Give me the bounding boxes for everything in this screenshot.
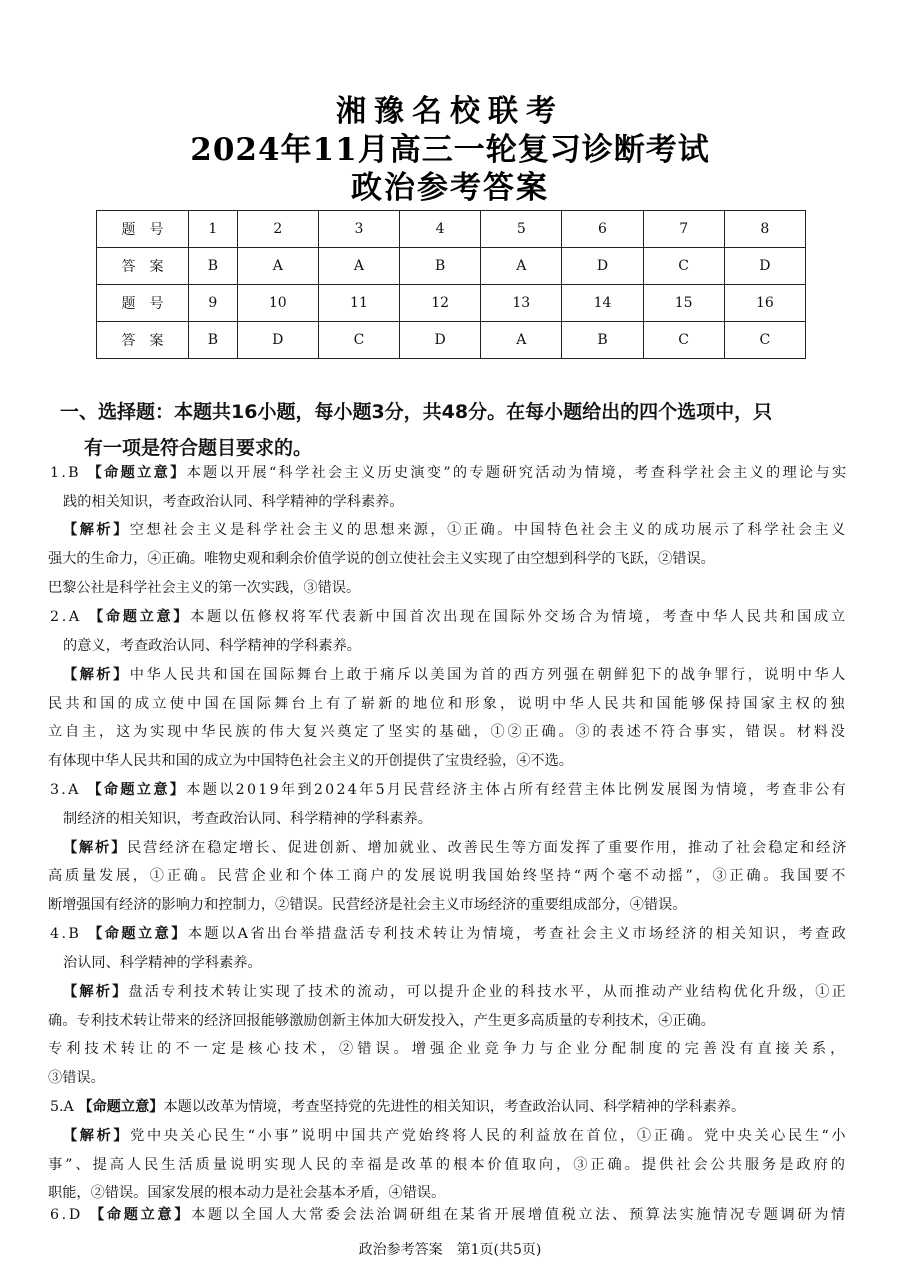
- item5-line1: [50, 1097, 745, 1117]
- answer-cell: A: [481, 248, 562, 285]
- answer-cell: C: [318, 322, 399, 359]
- exam-name-title: 2024年11月高三一轮复习诊断考试: [190, 132, 710, 168]
- answer-cell: C: [724, 322, 805, 359]
- answer-cell: D: [237, 322, 318, 359]
- intent-text: 本题以改革为情境，考查坚持党的先进性的相关知识，考查政治认同、科学精神的学科素养。: [163, 1099, 746, 1115]
- answer-cell: B: [562, 322, 643, 359]
- item4-line1: [50, 924, 848, 944]
- question-number: 12: [400, 285, 481, 322]
- item5-line3: 事”、提高人民生活质量说明实现人民的幸福是改革的根本价值取向，③正确。提供社会公共服务是政府的: [48, 1157, 848, 1173]
- analysis-tag: 【解析】: [63, 984, 129, 1000]
- analysis-text: 中华人民共和国在国际舞台上敢于痛斥以美国为首的西方列强在朝鲜犯下的战争罪行，说明中华人: [129, 667, 848, 683]
- answer-cell: B: [189, 248, 238, 285]
- answer-row-2: [97, 322, 806, 359]
- intent-text: 本题以全国人大常委会法治调研组在某省开展增值税立法、预算法实施情况专题调研为情: [191, 1207, 848, 1223]
- intent-text: 本题以A省出台举措盘活专利技术转让为情境，考查社会主义市场经济的相关知识，考查政: [187, 926, 849, 942]
- section-heading: [60, 394, 860, 466]
- intent-tag: 【命题立意】: [89, 609, 191, 625]
- item1-line1: [50, 463, 848, 483]
- item-number: 1.B: [50, 465, 81, 481]
- item5-line2: [63, 1126, 848, 1146]
- item1-line4: 强大的生命力，④正确。唯物史观和剩余价值学说的创立使社会主义实现了由空想到科学的飞跃，②错误。: [48, 551, 715, 567]
- question-number: 11: [318, 285, 399, 322]
- question-number: 6: [562, 211, 643, 248]
- analysis-tag: 【解析】: [63, 840, 128, 856]
- question-number: 1: [189, 211, 238, 248]
- answer-cell: B: [400, 248, 481, 285]
- question-number: 5: [481, 211, 562, 248]
- item1-line3: [63, 520, 848, 540]
- item4-line3: [63, 982, 848, 1002]
- analysis-text: 盘活专利技术转让实现了技术的流动，可以提升企业的科技水平，从而推动产业结构优化升级，①正: [128, 984, 849, 1000]
- item1-line5: 巴黎公社是科学社会主义的第一次实践，③错误。: [48, 580, 361, 596]
- section-heading-line2: 有一项是符合题目要求的。: [84, 437, 313, 459]
- analysis-text: 党中央关心民生“小事”说明中国共产党始终将人民的利益放在首位，①正确。党中央关心民生“小: [130, 1128, 849, 1144]
- item2-line6: 有体现中华人民共和国的成立为中国特色社会主义的开创提供了宝贵经验，④不选。: [48, 753, 573, 769]
- analysis-tag: 【解析】: [63, 522, 130, 538]
- item2-line4: 民共和国的成立使中国在国际舞台上有了崭新的地位和形象，说明中华人民共和国能够保持国家主权的独: [48, 696, 848, 712]
- answer-cell: C: [643, 248, 724, 285]
- intent-text: 本题以开展“科学社会主义历史演变”的专题研究活动为情境，考查科学社会主义的理论与实: [186, 465, 849, 481]
- answer-cell: B: [189, 322, 238, 359]
- row-label-question: 题号: [97, 211, 189, 248]
- section-heading-line1: 一、选择题：本题共16小题，每小题3分，共48分。在每小题给出的四个选项中，只: [60, 401, 773, 423]
- item2-line5: 立自主，这为实现中华民族的伟大复兴奠定了坚实的基础，①②正确。③的表述不符合事实，错误。材料没: [48, 724, 848, 740]
- question-number: 10: [237, 285, 318, 322]
- question-number: 4: [400, 211, 481, 248]
- question-number: 3: [318, 211, 399, 248]
- analysis-text: 民营经济在稳定增长、促进创新、增加就业、改善民生等方面发挥了重要作用，推动了社会稳定和经济: [127, 840, 849, 856]
- item2-line3: [63, 665, 848, 685]
- question-number: 14: [562, 285, 643, 322]
- item1-line2: 践的相关知识，考查政治认同、科学精神的学科素养。: [63, 494, 404, 510]
- row-label-question: 题号: [97, 285, 189, 322]
- question-number: 15: [643, 285, 724, 322]
- item3-line4: 高质量发展，①正确。民营企业和个体工商户的发展说明我国始终坚持“两个毫不动摇”，③正确。我国要不: [48, 868, 849, 884]
- question-number: 16: [724, 285, 805, 322]
- analysis-tag: 【解析】: [63, 667, 130, 683]
- item4-line6: ③错误。: [48, 1070, 105, 1086]
- analysis-tag: 【解析】: [63, 1128, 131, 1144]
- intent-tag: 【命题立意】: [88, 926, 188, 942]
- question-row-2: [97, 285, 806, 322]
- intent-text: 本题以2019年到2024年5月民营经济主体占所有经营主体比例发展图为情境，考查非公有: [186, 782, 849, 798]
- item-number: 2.A: [50, 609, 82, 625]
- intent-tag: 【命题立意】: [90, 1207, 192, 1223]
- intent-tag: 【命题立意】: [87, 782, 187, 798]
- item3-line5: 断增强国有经济的影响力和控制力，②错误。民营经济是社会主义市场经济的重要组成部分，④错误。: [48, 897, 687, 913]
- answer-cell: A: [237, 248, 318, 285]
- answer-cell: A: [481, 322, 562, 359]
- row-label-answer: 答案: [97, 322, 189, 359]
- item4-line4: 确。专利技术转让带来的经济回报能够激励创新主体加大研发投入，产生更多高质量的专利技术，④正确。: [48, 1013, 715, 1029]
- item-number: 5.A: [50, 1099, 74, 1115]
- analysis-text: 空想社会主义是科学社会主义的思想来源，①正确。中国特色社会主义的成功展示了科学社会主义: [129, 522, 848, 538]
- question-number: 13: [481, 285, 562, 322]
- item2-line2: 的意义，考查政治认同、科学精神的学科素养。: [63, 638, 361, 654]
- question-row-1: [97, 211, 806, 248]
- intent-tag: 【命题立意】: [87, 465, 187, 481]
- answer-cell: D: [562, 248, 643, 285]
- item-number: 6.D: [50, 1207, 83, 1223]
- answer-cell: C: [643, 322, 724, 359]
- answer-cell: A: [318, 248, 399, 285]
- item4-line2: 治认同、科学精神的学科素养。: [63, 955, 262, 971]
- question-number: 8: [724, 211, 805, 248]
- answer-cell: D: [724, 248, 805, 285]
- intent-text: 本题以伍修权将军代表新中国首次出现在国际外交场合为情境，考查中华人民共和国成立: [190, 609, 848, 625]
- answer-table: [96, 210, 806, 359]
- item4-line5: 专利技术转让的不一定是核心技术，②错误。增强企业竞争力与企业分配制度的完善没有直接关系，: [48, 1041, 849, 1057]
- question-number: 7: [643, 211, 724, 248]
- question-number: 9: [189, 285, 238, 322]
- row-label-answer: 答案: [97, 248, 189, 285]
- item6-line1: [50, 1205, 848, 1225]
- item3-line3: [63, 838, 848, 858]
- page-footer: 政治参考答案 第1页(共5页): [358, 1242, 542, 1258]
- item2-line1: [50, 607, 848, 627]
- answer-row-1: [97, 248, 806, 285]
- answer-cell: D: [400, 322, 481, 359]
- exam-org-title: 湘豫名校联考: [336, 94, 564, 129]
- intent-tag: 【命题立意】: [78, 1099, 164, 1115]
- item3-line2: 制经济的相关知识，考查政治认同、科学精神的学科素养。: [63, 811, 432, 827]
- item3-line1: [50, 780, 848, 800]
- item-number: 4.B: [50, 926, 82, 942]
- question-number: 2: [237, 211, 318, 248]
- answer-key-title: 政治参考答案: [351, 170, 549, 206]
- item-number: 3.A: [50, 782, 81, 798]
- item5-line4: 职能，②错误。国家发展的根本动力是社会基本矛盾，④错误。: [48, 1185, 446, 1201]
